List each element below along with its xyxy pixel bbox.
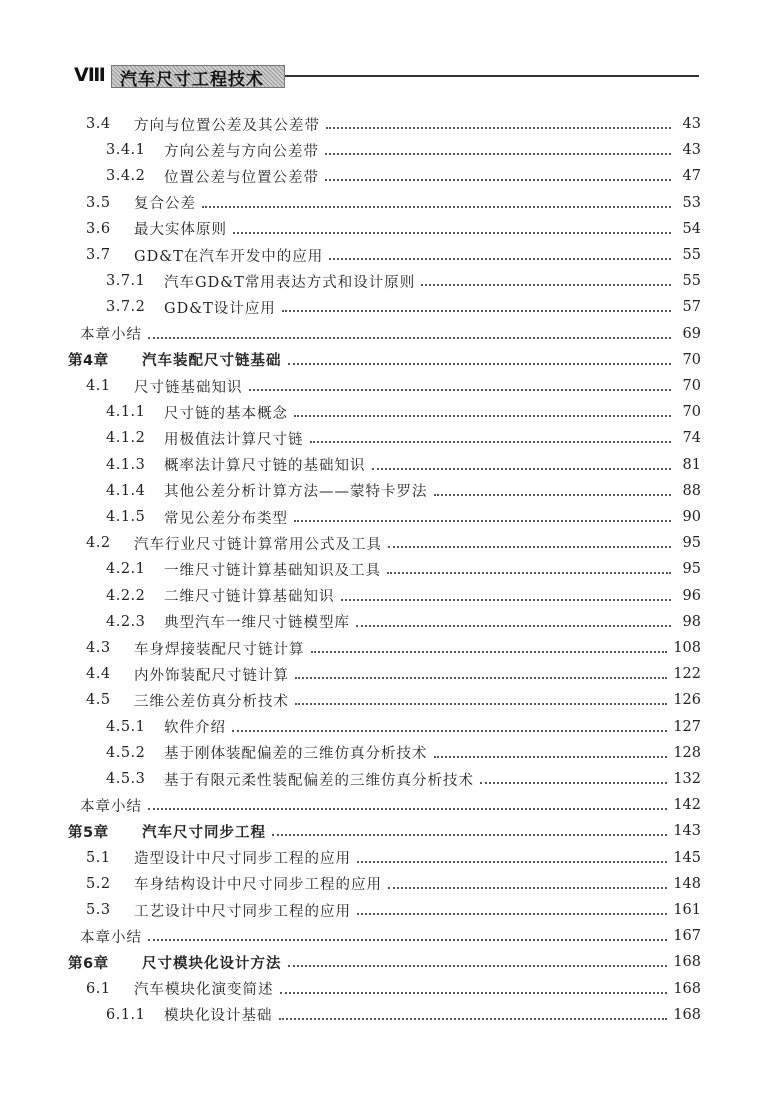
toc-summary-entry [80, 322, 701, 346]
leader-dots [148, 323, 671, 339]
toc-entry-page: 168 [673, 980, 701, 997]
toc-entry-number: 3.7 [86, 247, 111, 263]
toc-entry-title: GD&T在汽车开发中的应用 [134, 248, 324, 265]
leader-dots [295, 663, 667, 679]
toc-entry-number: 4.1.5 [106, 509, 146, 525]
toc-entry-page: 98 [682, 613, 701, 630]
toc-entry-page: 53 [682, 194, 701, 211]
toc-entry-number: 4.5.3 [106, 771, 146, 787]
toc-entry-page: 55 [682, 273, 701, 290]
toc-entry-title: 汽车GD&T常用表达方式和设计原则 [164, 274, 416, 291]
toc-entry-page: 55 [682, 247, 701, 263]
toc-entry-title: 本章小结 [80, 798, 142, 815]
toc-entry [106, 715, 701, 739]
toc-summary-entry [80, 793, 701, 817]
toc-entry-page: 54 [682, 220, 701, 237]
toc-entry-title: 二维尺寸链计算基础知识 [164, 589, 335, 606]
toc-entry-page: 108 [673, 640, 701, 656]
toc-entry-page: 145 [673, 849, 701, 866]
leader-dots [434, 480, 672, 496]
toc-entry-title: 一维尺寸链计算基础知识及工具 [164, 562, 381, 579]
toc-entry-page: 161 [673, 902, 701, 918]
toc-entry-title: 汽车尺寸同步工程 [142, 824, 266, 841]
leader-dots [148, 794, 667, 810]
toc-entry [106, 453, 701, 477]
leader-dots [341, 585, 672, 601]
toc-entry [86, 217, 701, 241]
leader-dots [202, 192, 671, 208]
toc-entry-title: 软件介绍 [164, 720, 226, 737]
toc-entry-title: 模块化设计基础 [164, 1008, 273, 1025]
toc-entry-page: 168 [673, 954, 701, 971]
toc-entry-number: 4.2.2 [106, 587, 146, 604]
leader-dots [280, 978, 668, 994]
toc-entry-page: 143 [673, 823, 701, 840]
toc-entry-page: 70 [682, 404, 701, 421]
leader-dots [294, 401, 671, 417]
leader-dots [310, 427, 672, 443]
toc-entry [86, 243, 701, 267]
toc-entry-number: 3.5 [86, 194, 111, 211]
toc-entry-title: 本章小结 [80, 929, 142, 946]
toc-entry [106, 479, 701, 503]
toc-entry-page: 148 [673, 875, 701, 892]
toc-entry-number: 4.1.4 [106, 482, 146, 499]
toc-entry-title: 尺寸链基础知识 [134, 379, 243, 396]
toc-entry [106, 610, 701, 634]
toc-entry [106, 138, 701, 162]
toc-entry-page: 70 [682, 378, 701, 394]
leader-dots [387, 558, 671, 574]
toc-entry-title: 尺寸模块化设计方法 [142, 955, 282, 972]
leader-dots [388, 532, 671, 548]
toc-entry-number: 4.1.2 [106, 430, 146, 447]
toc-entry-number: 第6章 [68, 955, 109, 972]
toc-entry-number: 3.7.2 [106, 299, 146, 316]
leader-dots [288, 951, 668, 967]
toc-entry-number: 4.5 [86, 692, 111, 709]
toc-entry-number: 6.1 [86, 980, 111, 997]
toc-entry-number: 3.4.1 [106, 142, 146, 159]
toc-entry-page: 43 [682, 142, 701, 159]
leader-dots [232, 716, 667, 732]
toc-entry [86, 191, 701, 215]
toc-entry-page: 126 [673, 692, 701, 709]
toc-entry [106, 269, 701, 293]
toc-entry-page: 47 [682, 168, 701, 185]
toc-entry-page: 96 [682, 587, 701, 604]
toc-entry-title: 最大实体原则 [134, 222, 227, 239]
toc-entry-title: 基于刚体装配偏差的三维仿真分析技术 [164, 746, 428, 763]
toc-entry [86, 846, 701, 870]
toc-entry [106, 295, 701, 319]
toc-entry-number: 3.7.1 [106, 273, 146, 290]
leader-dots [434, 742, 668, 758]
toc-entry-title: 车身结构设计中尺寸同步工程的应用 [134, 877, 382, 894]
toc-entry [106, 1003, 701, 1027]
toc-entry-page: 95 [682, 561, 701, 578]
toc-entry-page: 122 [673, 666, 701, 683]
toc-entry [86, 374, 701, 398]
toc-chapter-entry [68, 819, 701, 843]
toc-entry [106, 400, 701, 424]
toc-entry-number: 3.4 [86, 116, 111, 132]
toc-entry-number: 4.1.3 [106, 456, 146, 473]
toc-entry-page: 74 [682, 430, 701, 447]
toc-entry-page: 81 [682, 456, 701, 473]
toc-entry-number: 4.5.1 [106, 718, 146, 735]
toc-summary-entry [80, 924, 701, 948]
toc-entry-number: 6.1.1 [106, 1006, 146, 1023]
header-rule [285, 75, 699, 77]
leader-dots [357, 847, 667, 863]
toc-entry [106, 557, 701, 581]
toc-entry-page: 127 [673, 718, 701, 735]
leader-dots [388, 873, 667, 889]
leader-dots [288, 349, 672, 365]
leader-dots [272, 820, 667, 836]
toc-entry-title: 三维公差仿真分析技术 [134, 693, 289, 710]
leader-dots [329, 244, 671, 260]
toc-entry-page: 128 [673, 744, 701, 761]
toc-entry-number: 3.6 [86, 220, 111, 237]
toc-entry-title: 其他公差分析计算方法——蒙特卡罗法 [164, 484, 428, 501]
leader-dots [294, 506, 671, 522]
toc-entry-page: 57 [682, 299, 701, 316]
toc-entry-title: 造型设计中尺寸同步工程的应用 [134, 851, 351, 868]
toc-entry-title: 基于有限元柔性装配偏差的三维仿真分析技术 [164, 772, 474, 789]
toc-entry-title: 尺寸链的基本概念 [164, 405, 288, 422]
leader-dots [421, 270, 671, 286]
leader-dots [279, 1004, 668, 1020]
toc-entry-number: 4.5.2 [106, 744, 146, 761]
toc-entry-title: 复合公差 [134, 196, 196, 213]
toc-entry [106, 426, 701, 450]
toc-chapter-entry [68, 950, 701, 974]
toc-entry-page: 90 [682, 509, 701, 525]
toc-entry-page: 70 [682, 351, 701, 368]
toc-entry-page: 88 [682, 482, 701, 499]
toc-entry-title: 汽车模块化演变简述 [134, 982, 274, 999]
leader-dots [325, 139, 671, 155]
toc-entry-number: 第5章 [68, 824, 109, 841]
leader-dots [295, 689, 667, 705]
toc-entry [86, 688, 701, 712]
toc-entry-number: 4.4 [86, 666, 111, 683]
leader-dots [249, 375, 672, 391]
running-header [74, 64, 699, 88]
toc-entry [86, 531, 701, 555]
leader-dots [326, 113, 671, 129]
leader-dots [148, 925, 667, 941]
leader-dots [325, 165, 671, 181]
toc-entry-title: 内外饰装配尺寸链计算 [134, 667, 289, 684]
toc-entry [106, 767, 701, 791]
toc-entry [86, 662, 701, 686]
toc-entry [106, 584, 701, 608]
toc-entry-title: 本章小结 [80, 327, 142, 344]
leader-dots [357, 899, 667, 915]
toc-entry-title: 方向与位置公差及其公差带 [134, 117, 320, 134]
leader-dots [282, 296, 671, 312]
toc-entry-title: 方向公差与方向公差带 [164, 143, 319, 160]
toc-entry-number: 4.2 [86, 535, 111, 552]
toc-entry-number: 4.3 [86, 640, 111, 656]
toc-entry [106, 741, 701, 765]
toc-entry [86, 636, 701, 660]
toc-entry-title: 汽车装配尺寸链基础 [142, 353, 282, 370]
toc-entry [86, 898, 701, 922]
toc-entry [86, 977, 701, 1001]
book-title: 汽车尺寸工程技术 [120, 70, 264, 90]
toc-entry-title: GD&T设计应用 [164, 300, 276, 317]
toc-entry-number: 5.1 [86, 849, 111, 866]
toc-entry-title: 典型汽车一维尺寸链模型库 [164, 615, 350, 632]
toc-entry [86, 112, 701, 136]
leader-dots [356, 611, 671, 627]
toc-entry-page: 69 [682, 325, 701, 342]
toc-entry-page: 43 [682, 116, 701, 132]
toc-entry-title: 概率法计算尺寸链的基础知识 [164, 458, 366, 475]
toc-entry-number: 第4章 [68, 353, 109, 370]
toc-entry-page: 168 [673, 1006, 701, 1023]
toc-entry [106, 505, 701, 529]
toc-entry-number: 4.2.1 [106, 561, 146, 578]
toc-entry-title: 工艺设计中尺寸同步工程的应用 [134, 903, 351, 920]
toc-entry-title: 汽车行业尺寸链计算常用公式及工具 [134, 536, 382, 553]
toc-entry-title: 用极值法计算尺寸链 [164, 431, 304, 448]
toc-entry-number: 3.4.2 [106, 168, 146, 185]
leader-dots [480, 768, 667, 784]
toc-chapter-entry [68, 348, 701, 372]
toc-entry-number: 5.3 [86, 902, 111, 918]
leader-dots [233, 218, 671, 234]
leader-dots [311, 637, 668, 653]
toc-entry-number: 4.2.3 [106, 613, 146, 630]
page-number: Ⅷ [74, 64, 105, 86]
toc-entry-page: 167 [673, 928, 701, 945]
toc-entry-title: 常见公差分布类型 [164, 510, 288, 527]
toc-entry-number: 5.2 [86, 875, 111, 892]
toc-entry [106, 164, 701, 188]
toc-entry-number: 4.1.1 [106, 404, 146, 421]
book-title-banner [111, 65, 285, 88]
toc-entry-page: 132 [673, 771, 701, 787]
toc-entry-page: 142 [673, 797, 701, 814]
leader-dots [372, 454, 672, 470]
toc-entry [86, 872, 701, 896]
toc-entry-number: 4.1 [86, 378, 111, 394]
toc-entry-title: 车身焊接装配尺寸链计算 [134, 641, 305, 658]
toc-entry-title: 位置公差与位置公差带 [164, 169, 319, 186]
toc-entry-page: 95 [682, 535, 701, 552]
